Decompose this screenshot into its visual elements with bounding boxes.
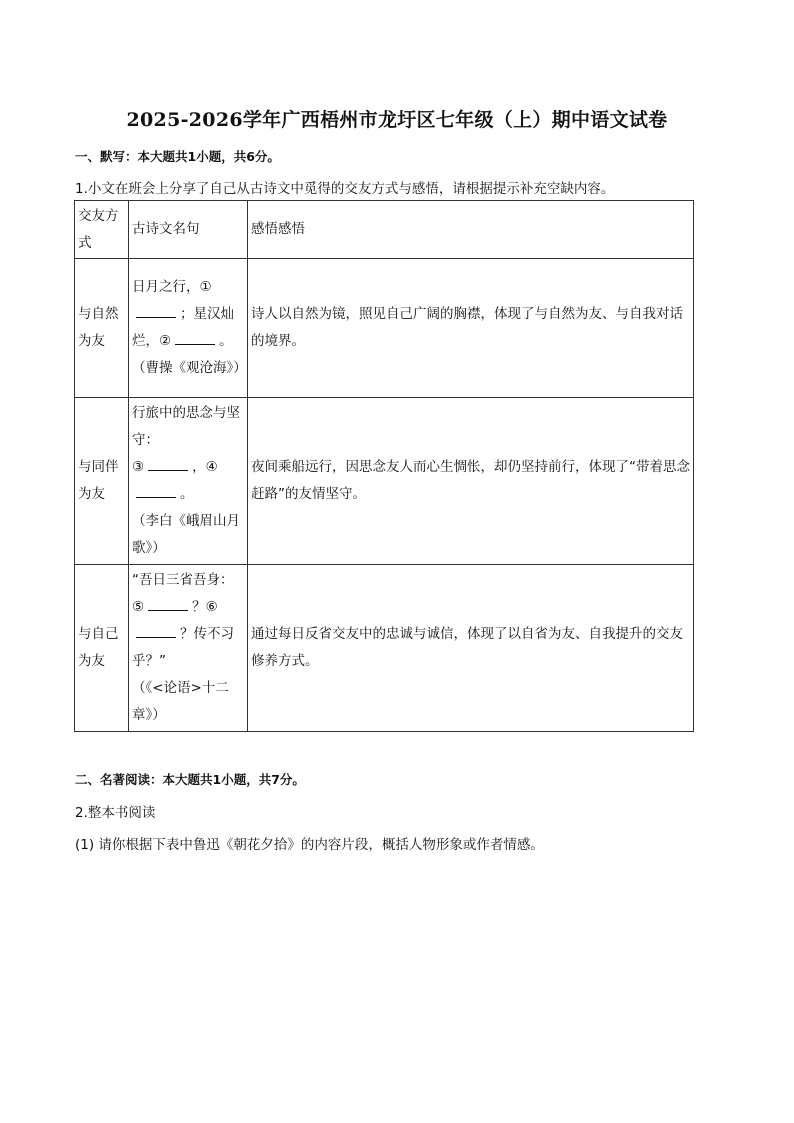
header-mode: 交友方式: [75, 201, 129, 259]
row-poem: 日月之行，① ；星汉灿烂，② 。 （曹操《观沧海》）: [129, 259, 248, 398]
table-header-row: [75, 201, 694, 259]
blank-5[interactable]: [148, 596, 188, 611]
question-2-heading: 2.整本书阅读: [75, 805, 156, 821]
row-insight: 夜间乘船远行，因思念友人而心生惆怅，却仍坚持前行，体现了“带着思念赶路”的友情坚守。: [248, 398, 694, 565]
row-poem: 行旅中的思念与坚守： ③ ，④ 。 （李白《峨眉山月歌》）: [129, 398, 248, 565]
row-mode: 与自己为友: [75, 565, 129, 732]
header-poem: 古诗文名句: [129, 201, 248, 259]
section-1-heading: 一、默写：本大题共1小题，共6分。: [75, 149, 280, 164]
blank-3[interactable]: [148, 456, 188, 471]
row-mode: 与同伴为友: [75, 398, 129, 565]
section-2-heading: 二、名著阅读：本大题共1小题，共7分。: [75, 772, 305, 787]
row-insight: 诗人以自然为镜，照见自己广阔的胸襟，体现了与自然为友、与自我对话的境界。: [248, 259, 694, 398]
row-poem: “吾日三省吾身： ⑤ ？⑥ ？传不习乎？” （《<论语>十二章》）: [129, 565, 248, 732]
question-2-1-prompt: (1) 请你根据下表中鲁迅《朝花夕拾》的内容片段，概括人物形象或作者情感。: [75, 837, 544, 853]
blank-2[interactable]: [175, 330, 215, 345]
table-row: [75, 565, 694, 732]
blank-4[interactable]: [136, 483, 176, 498]
blank-1[interactable]: [136, 303, 176, 318]
friendship-table: [74, 200, 694, 732]
header-insight: 感悟感悟: [248, 201, 694, 259]
table-row: [75, 398, 694, 565]
question-1-prompt: 1.小文在班会上分享了自己从古诗文中觅得的交友方式与感悟，请根据提示补充空缺内容。: [75, 181, 615, 197]
row-mode: 与自然为友: [75, 259, 129, 398]
exam-title: 2025-2026学年广西梧州市龙圩区七年级（上）期中语文试卷: [126, 109, 668, 131]
table-row: [75, 259, 694, 398]
blank-6[interactable]: [136, 623, 176, 638]
row-insight: 通过每日反省交友中的忠诚与诚信，体现了以自省为友、自我提升的交友修养方式。: [248, 565, 694, 732]
